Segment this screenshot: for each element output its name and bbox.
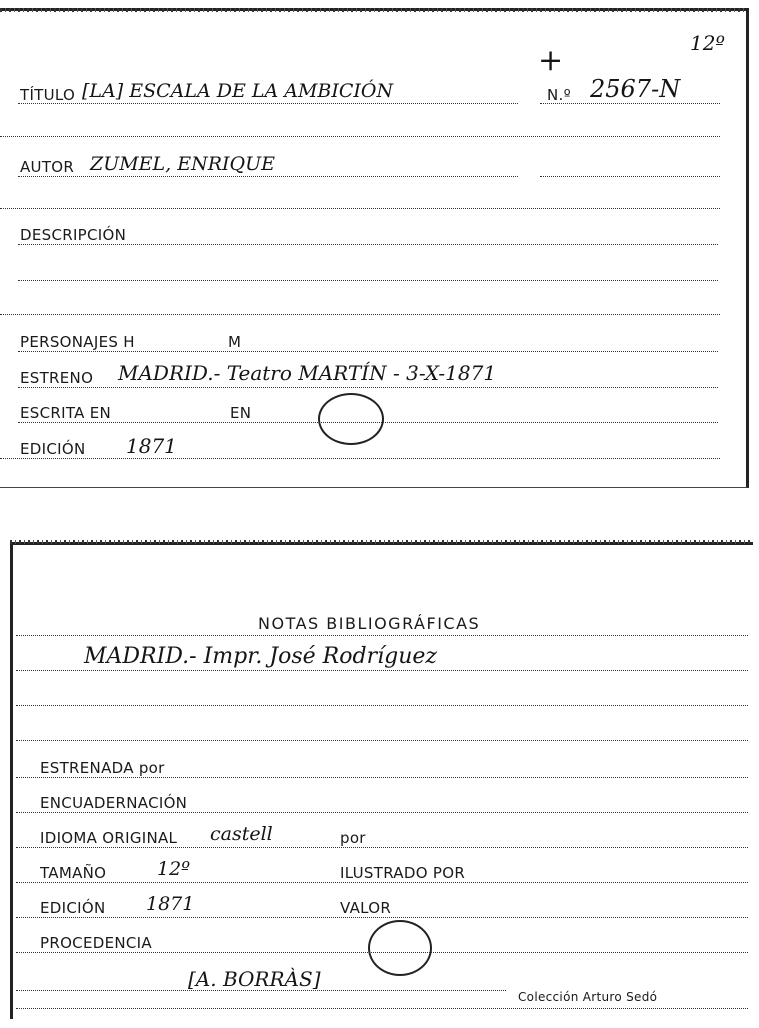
rule-line [16,670,748,671]
edicion-value: 1871 [126,434,177,458]
edicion-back-value: 1871 [146,893,195,915]
rule-line [0,136,720,137]
estreno-label: ESTRENO [20,369,94,387]
valor-label: VALOR [340,899,392,917]
idioma-value: castell [210,823,273,845]
card-edge-texture [10,540,750,544]
estreno-value: MADRID.- Teatro MARTÍN - 3-X-1871 [118,361,497,385]
escrita-en-label: EN [230,404,252,422]
autor-line-right [540,176,720,177]
rule-line [16,635,748,636]
encuadernacion-label: ENCUADERNACIÓN [40,794,188,812]
rule-line [16,740,748,741]
descripcion-line [18,280,718,281]
numero-line [540,103,720,104]
titulo-value: [LA] ESCALA DE LA AMBICIÓN [82,80,394,102]
estreno-line [18,387,718,388]
rule-line [16,812,748,813]
personajes-line [18,351,718,352]
rule-line [0,314,720,315]
library-stamp [318,393,384,445]
estrenada-label: ESTRENADA por [40,759,165,777]
titulo-line [18,103,518,104]
edicion-label: EDICIÓN [20,440,86,458]
library-stamp-back [368,920,432,976]
rule-line [16,1008,748,1009]
titulo-label: TÍTULO [20,86,76,104]
rule-line [16,847,748,848]
rule-line [16,952,748,953]
rule-line [16,990,506,991]
rule-line [0,208,720,209]
personajes-m-label: M [228,333,242,351]
collection-footer: Colección Arturo Sedó [518,990,658,1004]
edicion-back-label: EDICIÓN [40,899,106,917]
rule-line [16,777,748,778]
edicion-line [0,458,720,459]
notas-value: MADRID.- Impr. José Rodríguez [84,644,437,669]
cross-mark: + [538,43,564,78]
autor-value: ZUMEL, ENRIQUE [90,153,275,175]
ilustrado-label: ILUSTRADO POR [340,864,466,882]
rule-line [16,705,748,706]
idioma-label: IDIOMA ORIGINAL [40,829,178,847]
personajes-label: PERSONAJES H [20,333,135,351]
numero-label: N.º [547,86,571,104]
tamano-value: 12º [157,858,191,880]
procedencia-label: PROCEDENCIA [40,934,152,952]
descripcion-label: DESCRIPCIÓN [20,226,127,244]
autor-line [18,176,518,177]
tamano-label: TAMAÑO [40,864,107,882]
descripcion-line [18,244,718,245]
corner-note: 12º [690,31,725,55]
numero-value: 2567-N [590,75,681,103]
por-label: por [340,829,366,847]
autor-label: AUTOR [20,158,75,176]
escrita-label: ESCRITA EN [20,404,112,422]
rule-line [16,917,748,918]
card-edge-texture [0,8,746,12]
procedencia-value: [A. BORRÀS] [188,967,321,991]
notas-heading: NOTAS BIBLIOGRÁFICAS [258,614,481,633]
rule-line [16,882,748,883]
